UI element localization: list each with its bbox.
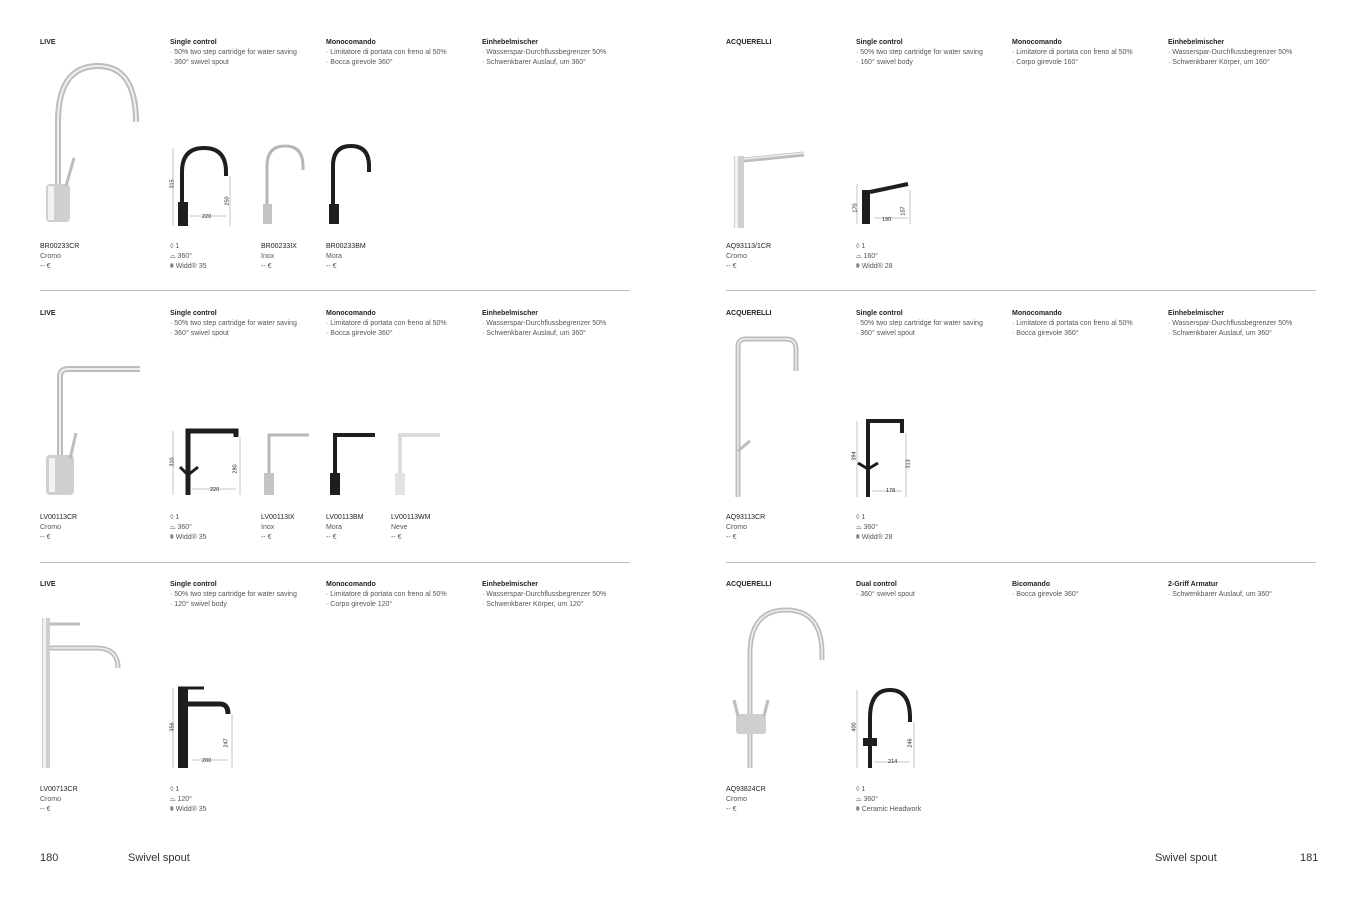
desc-title: Single control xyxy=(856,39,903,46)
desc-line: · Wasserspar-Durchflussbegrenzer 50% xyxy=(1168,320,1293,327)
lever-icon: ◊ xyxy=(856,243,862,250)
desc-en xyxy=(856,309,983,339)
desc-title: Monocomando xyxy=(326,310,376,317)
row-divider xyxy=(40,290,630,291)
variant-code: AQ93824CR xyxy=(726,786,766,793)
desc-line: · Limitatore di portata con freno al 50% xyxy=(1012,320,1133,327)
desc-line: · 50% two step cartridge for water saving xyxy=(856,49,983,56)
dim-reach: 220 xyxy=(202,214,212,220)
swivel-icon: ⌓ xyxy=(170,524,178,531)
desc-line: · Limitatore di portata con freno al 50% xyxy=(326,320,447,327)
desc-line: · Limitatore di portata con freno al 50% xyxy=(1012,49,1133,56)
spec-list xyxy=(170,242,207,272)
spec-value: Widd® 28 xyxy=(861,534,893,541)
desc-line: · Wasserspar-Durchflussbegrenzer 50% xyxy=(482,320,607,327)
brand-label: LIVE xyxy=(40,581,56,588)
variant-finish: Mora xyxy=(326,524,342,531)
variant-code: BR00233CR xyxy=(40,243,80,250)
headwork-icon: ⩩ xyxy=(856,806,862,813)
faucet-thumb-inox xyxy=(259,429,313,499)
spec-value: Widd® 35 xyxy=(175,263,207,270)
dim-spout: 247 xyxy=(223,738,230,748)
variant-price: -- € xyxy=(40,806,51,813)
variant-price: -- € xyxy=(326,534,337,541)
dim-height: 356 xyxy=(169,722,176,732)
variant-code: LV00713CR xyxy=(40,786,78,793)
swivel-icon: ⌓ xyxy=(856,253,864,260)
desc-de xyxy=(482,580,606,610)
cartridge-icon: ⩩ xyxy=(170,806,176,813)
spec-value: 1 xyxy=(861,514,866,521)
desc-line: · Bocca girevole 360° xyxy=(1012,330,1079,337)
desc-line: · Schwenkbarer Auslauf, um 360° xyxy=(1168,591,1272,598)
faucet-thumb-neve xyxy=(390,429,444,499)
dim-spout: 157 xyxy=(900,206,907,216)
dim-reach: 214 xyxy=(888,759,898,765)
swivel-icon: ⌓ xyxy=(856,524,864,531)
product-block-lv00713 xyxy=(40,580,630,851)
spec-value: 1 xyxy=(175,786,180,793)
variant-finish: Cromo xyxy=(726,796,748,803)
spec-value: 360° xyxy=(863,796,878,803)
desc-it xyxy=(1012,309,1133,339)
variant-code: BR00233BM xyxy=(326,243,366,250)
desc-title: Einhebelmischer xyxy=(482,581,539,588)
desc-line: · Schwenkbarer Auslauf, um 360° xyxy=(482,59,586,66)
spec-value: 1 xyxy=(861,243,866,250)
desc-line: · 360° swivel spout xyxy=(170,59,229,66)
dim-reach: 190 xyxy=(882,217,892,223)
section-title: Swivel spout xyxy=(1155,852,1217,864)
lever-icon: ◊ xyxy=(170,514,176,521)
brand-label: ACQUERELLI xyxy=(726,581,772,588)
spec-value: Widd® 28 xyxy=(861,263,893,270)
spec-value: Widd® 35 xyxy=(175,534,207,541)
lever-icon: ◊ xyxy=(856,514,862,521)
desc-line: · Wasserspar-Durchflussbegrenzer 50% xyxy=(482,591,607,598)
dimension-drawing xyxy=(168,423,244,499)
variant-cell xyxy=(40,242,79,272)
product-block-lv00113 xyxy=(40,309,630,580)
swivel-icon: ⌓ xyxy=(170,796,178,803)
desc-line: · 50% two step cartridge for water saving xyxy=(170,49,297,56)
desc-line: · Schwenkbarer Körper, um 120° xyxy=(482,601,584,608)
variant-cell xyxy=(261,242,297,272)
spec-value: 360° xyxy=(863,524,878,531)
desc-line: · Bocca girevole 360° xyxy=(326,59,393,66)
variant-code: LV00113CR xyxy=(40,514,78,521)
dim-spout: 313 xyxy=(905,459,912,469)
desc-de xyxy=(1168,309,1292,339)
dim-reach: 220 xyxy=(210,487,220,493)
brand-label: LIVE xyxy=(40,39,56,46)
desc-line: · 50% two step cartridge for water saving xyxy=(170,591,297,598)
variant-finish: Cromo xyxy=(726,253,748,260)
faucet-photo-chrome xyxy=(726,604,830,772)
cartridge-icon: ⩩ xyxy=(856,534,862,541)
variant-cell xyxy=(726,785,766,815)
faucet-photo-chrome xyxy=(40,614,130,774)
spec-value: 1 xyxy=(175,514,180,521)
dim-reach: 178 xyxy=(886,488,896,494)
dim-height: 170 xyxy=(852,203,859,213)
desc-title: Monocomando xyxy=(326,581,376,588)
desc-de xyxy=(1168,580,1272,600)
desc-en xyxy=(856,580,915,600)
desc-line: · 360° swivel spout xyxy=(170,330,229,337)
dim-height: 394 xyxy=(851,451,858,461)
variant-finish: Cromo xyxy=(726,524,748,531)
desc-en xyxy=(170,38,297,68)
spec-value: Ceramic Headwork xyxy=(861,806,922,813)
cartridge-icon: ⩩ xyxy=(170,534,176,541)
brand-label: ACQUERELLI xyxy=(726,39,772,46)
desc-title: Monocomando xyxy=(326,39,376,46)
desc-title: Einhebelmischer xyxy=(482,39,539,46)
desc-it xyxy=(326,38,447,68)
desc-line: · 50% two step cartridge for water saving xyxy=(856,320,983,327)
dim-spout: 280 xyxy=(232,464,239,474)
swivel-icon: ⌓ xyxy=(170,253,178,260)
faucet-photo-chrome xyxy=(726,335,806,501)
desc-line: · Bocca girevole 360° xyxy=(326,330,393,337)
dim-height: 310 xyxy=(169,457,176,467)
desc-title: Single control xyxy=(856,310,903,317)
spec-list xyxy=(856,513,893,543)
dimension-drawing xyxy=(854,684,920,770)
spec-value: 160° xyxy=(863,253,878,260)
variant-finish: Inox xyxy=(261,253,275,260)
right-page xyxy=(678,0,1355,903)
desc-title: Einhebelmischer xyxy=(1168,39,1225,46)
desc-line: · Limitatore di portata con freno al 50% xyxy=(326,49,447,56)
desc-it xyxy=(326,580,447,610)
spec-value: 360° xyxy=(177,524,192,531)
spec-value: 1 xyxy=(175,243,180,250)
desc-line: · Limitatore di portata con freno al 50% xyxy=(326,591,447,598)
variant-cell xyxy=(261,513,295,543)
variant-cell xyxy=(40,513,77,543)
desc-line: · 120° swivel body xyxy=(170,601,227,608)
left-page xyxy=(0,0,677,903)
variant-cell xyxy=(326,242,366,272)
spec-value: 360° xyxy=(177,253,192,260)
variant-finish: Cromo xyxy=(40,796,62,803)
desc-it xyxy=(326,309,447,339)
spec-list xyxy=(856,242,893,272)
desc-line: · Schwenkbarer Auslauf, um 360° xyxy=(482,330,586,337)
desc-title: Dual control xyxy=(856,581,897,588)
row-divider xyxy=(726,562,1316,563)
variant-code: LV00113WM xyxy=(391,514,431,521)
dim-reach: 200 xyxy=(202,758,212,764)
row-divider xyxy=(726,290,1316,291)
lever-icon: ◊ xyxy=(856,786,862,793)
variant-price: -- € xyxy=(726,263,737,270)
variant-cell xyxy=(40,785,78,815)
cartridge-icon: ⩩ xyxy=(856,263,862,270)
desc-line: · Bocca girevole 360° xyxy=(1012,591,1079,598)
desc-line: · Wasserspar-Durchflussbegrenzer 50% xyxy=(482,49,607,56)
spec-list xyxy=(170,785,207,815)
dim-height: 400 xyxy=(851,722,858,732)
desc-line: · Schwenkbarer Auslauf, um 360° xyxy=(1168,330,1272,337)
desc-line: · 50% two step cartridge for water saving xyxy=(170,320,297,327)
dim-spout: 250 xyxy=(224,196,231,206)
desc-title: 2-Griff Armatur xyxy=(1168,581,1218,588)
faucet-photo-chrome xyxy=(726,146,810,230)
desc-title: Single control xyxy=(170,39,217,46)
variant-code: LV00113BM xyxy=(326,514,364,521)
desc-de xyxy=(1168,38,1292,68)
page-number: 181 xyxy=(1300,852,1319,864)
product-block-aq93113 xyxy=(726,309,1316,580)
desc-en xyxy=(170,580,297,610)
lever-icon: ◊ xyxy=(170,243,176,250)
variant-price: -- € xyxy=(261,534,272,541)
desc-line: · 360° swivel spout xyxy=(856,330,915,337)
page-number: 180 xyxy=(40,852,59,864)
dim-spout: 246 xyxy=(907,738,914,748)
desc-en xyxy=(856,38,983,68)
desc-it xyxy=(1012,580,1079,600)
variant-price: -- € xyxy=(391,534,402,541)
variant-code: BR00233IX xyxy=(261,243,297,250)
product-block-br00233 xyxy=(40,38,630,309)
desc-title: Monocomando xyxy=(1012,39,1062,46)
variant-code: AQ93113/1CR xyxy=(726,243,772,250)
spec-value: 1 xyxy=(861,786,866,793)
cartridge-icon: ⩩ xyxy=(170,263,176,270)
variant-price: -- € xyxy=(726,806,737,813)
desc-title: Single control xyxy=(170,310,217,317)
variant-finish: Cromo xyxy=(40,524,62,531)
desc-line: · Schwenkbarer Körper, um 160° xyxy=(1168,59,1270,66)
variant-cell xyxy=(326,513,364,543)
desc-title: Monocomando xyxy=(1012,310,1062,317)
faucet-photo-chrome xyxy=(40,363,144,499)
dim-height: 315 xyxy=(169,179,176,189)
desc-de xyxy=(482,309,606,339)
faucet-thumb-mora xyxy=(325,142,377,226)
product-block-aq93113-1 xyxy=(726,38,1316,309)
variant-price: -- € xyxy=(40,263,51,270)
variant-finish: Mora xyxy=(326,253,342,260)
variant-code: AQ93113CR xyxy=(726,514,766,521)
spec-value: Widd® 35 xyxy=(175,806,207,813)
variant-code: LV00113IX xyxy=(261,514,295,521)
lever-icon: ◊ xyxy=(170,786,176,793)
spec-list xyxy=(170,513,207,543)
variant-cell xyxy=(726,513,765,543)
variant-price: -- € xyxy=(40,534,51,541)
desc-title: Bicomando xyxy=(1012,581,1051,588)
variant-cell xyxy=(391,513,430,543)
desc-de xyxy=(482,38,606,68)
desc-line: · Corpo girevole 160° xyxy=(1012,59,1079,66)
faucet-thumb-mora xyxy=(325,429,379,499)
desc-line: · 360° swivel spout xyxy=(856,591,915,598)
section-title: Swivel spout xyxy=(128,852,190,864)
brand-label: ACQUERELLI xyxy=(726,310,772,317)
spec-value: 120° xyxy=(177,796,192,803)
row-divider xyxy=(40,562,630,563)
variant-cell xyxy=(726,242,771,272)
desc-line: · Corpo girevole 120° xyxy=(326,601,393,608)
variant-price: -- € xyxy=(326,263,337,270)
desc-line: · 160° swivel body xyxy=(856,59,913,66)
swivel-icon: ⌓ xyxy=(856,796,864,803)
desc-title: Einhebelmischer xyxy=(482,310,539,317)
variant-finish: Cromo xyxy=(40,253,62,260)
variant-finish: Inox xyxy=(261,524,275,531)
desc-title: Single control xyxy=(170,581,217,588)
variant-finish: Neve xyxy=(391,524,408,531)
variant-price: -- € xyxy=(261,263,272,270)
desc-line: · Wasserspar-Durchflussbegrenzer 50% xyxy=(1168,49,1293,56)
desc-it xyxy=(1012,38,1133,68)
variant-price: -- € xyxy=(726,534,737,541)
desc-en xyxy=(170,309,297,339)
desc-title: Einhebelmischer xyxy=(1168,310,1225,317)
spec-list xyxy=(856,785,921,815)
product-block-aq93824 xyxy=(726,580,1316,851)
faucet-thumb-inox xyxy=(259,142,311,226)
brand-label: LIVE xyxy=(40,310,56,317)
faucet-photo-chrome xyxy=(40,62,140,232)
